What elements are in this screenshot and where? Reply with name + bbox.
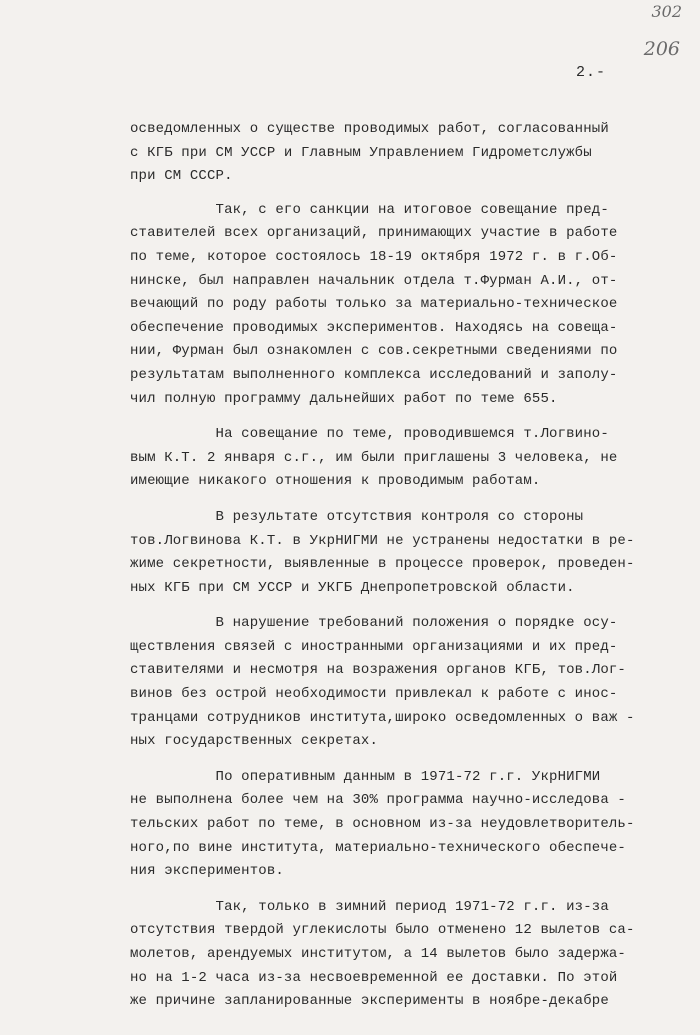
text-line: В результате отсутствия контроля со стороны — [130, 508, 584, 525]
text-line: нии, Фурман был ознакомлен с сов.секретными сведениями по — [130, 343, 618, 360]
text-line: ного,по вине института, материально-технического обеспече- — [130, 839, 626, 856]
text-line: ставителями и несмотря на возражения органов КГБ, тов.Лог- — [130, 662, 626, 679]
paragraph — [130, 612, 670, 754]
text-line: нинске, был направлен начальник отдела т.Фурман А.И., от- — [130, 272, 618, 289]
paragraph — [130, 118, 670, 189]
archive-folio-marks — [644, 4, 682, 59]
text-line: тов.Логвинова К.Т. в УкрНИГМИ не устранены недостатки в ре- — [130, 532, 635, 549]
text-line: же причине запланированные эксперименты в ноябре-декабре — [130, 993, 609, 1010]
text-line: тельских работ по теме, в основном из-за неудовлетворитель- — [130, 816, 635, 833]
archive-number-top: 302 — [651, 2, 682, 21]
text-line: молетов, арендуемых институтом, а 14 вылетов было задержа- — [130, 946, 626, 962]
text-line: не выполнена более чем на 30% программа научно-исследова - — [130, 792, 626, 809]
text-line: по теме, которое состоялось 18-19 октября 1972 г. в г.Об- — [130, 248, 618, 265]
text-line: с КГБ при СМ УССР и Главным Управлением Гидрометслужбы — [130, 144, 592, 161]
text-line: ставителей всех организаций, принимающих участие в работе — [130, 225, 618, 242]
text-line: ных государственных секретах. — [130, 733, 378, 750]
text-line: обеспечение проводимых экспериментов. Находясь на совеща- — [130, 319, 618, 336]
text-line: имеющие никакого отношения к проводимым работам. — [130, 473, 541, 490]
text-line: Так, с его санкции на итоговое совещание пред- — [130, 201, 609, 218]
text-line: осведомленных о существе проводимых работ, согласованный — [130, 121, 609, 137]
text-line: жиме секретности, выявленные в процессе проверок, проведен- — [130, 556, 635, 573]
text-line: чил полную программу дальнейших работ по теме 655. — [130, 390, 558, 407]
text-line: отсутствия твердой углекислоты было отменено 12 вылетов са- — [130, 922, 635, 939]
text-line: Так, только в зимний период 1971-72 г.г. из-за — [130, 898, 609, 915]
archive-number-bottom: 206 — [643, 38, 680, 60]
text-line: вым К.Т. 2 января с.г., им были приглашены 3 человека, не — [130, 449, 618, 466]
text-line: винов без острой необходимости привлекал к работе с инос- — [130, 686, 618, 703]
document-body — [130, 118, 670, 1026]
text-line: при СМ СССР. — [130, 168, 233, 185]
paragraph — [130, 199, 670, 411]
paragraph — [130, 506, 670, 600]
text-line: ния экспериментов. — [130, 863, 284, 880]
page-number: 2.- — [576, 64, 607, 81]
text-line: но на 1-2 часа из-за несвоевременной ее доставки. По этой — [130, 969, 618, 986]
text-line: По оперативным данным в 1971-72 г.г. УкрНИГМИ — [130, 768, 601, 785]
text-line: результатам выполненного комплекса исследований и заполу- — [130, 366, 618, 383]
paragraph — [130, 423, 670, 494]
text-line: ных КГБ при СМ УССР и УКГБ Днепропетровской области. — [130, 579, 575, 596]
paragraph — [130, 766, 670, 884]
text-line: вечающий по роду работы только за материально-техническое — [130, 296, 618, 313]
paragraph — [130, 896, 670, 1014]
text-line: В нарушение требований положения о порядке осу- — [130, 615, 618, 632]
text-line: транцами сотрудников института,широко осведомленных о важ - — [130, 709, 635, 726]
text-line: На совещание по теме, проводившемся т.Логвино- — [130, 426, 609, 443]
text-line: ществления связей с иностранными организациями и их пред- — [130, 638, 618, 655]
